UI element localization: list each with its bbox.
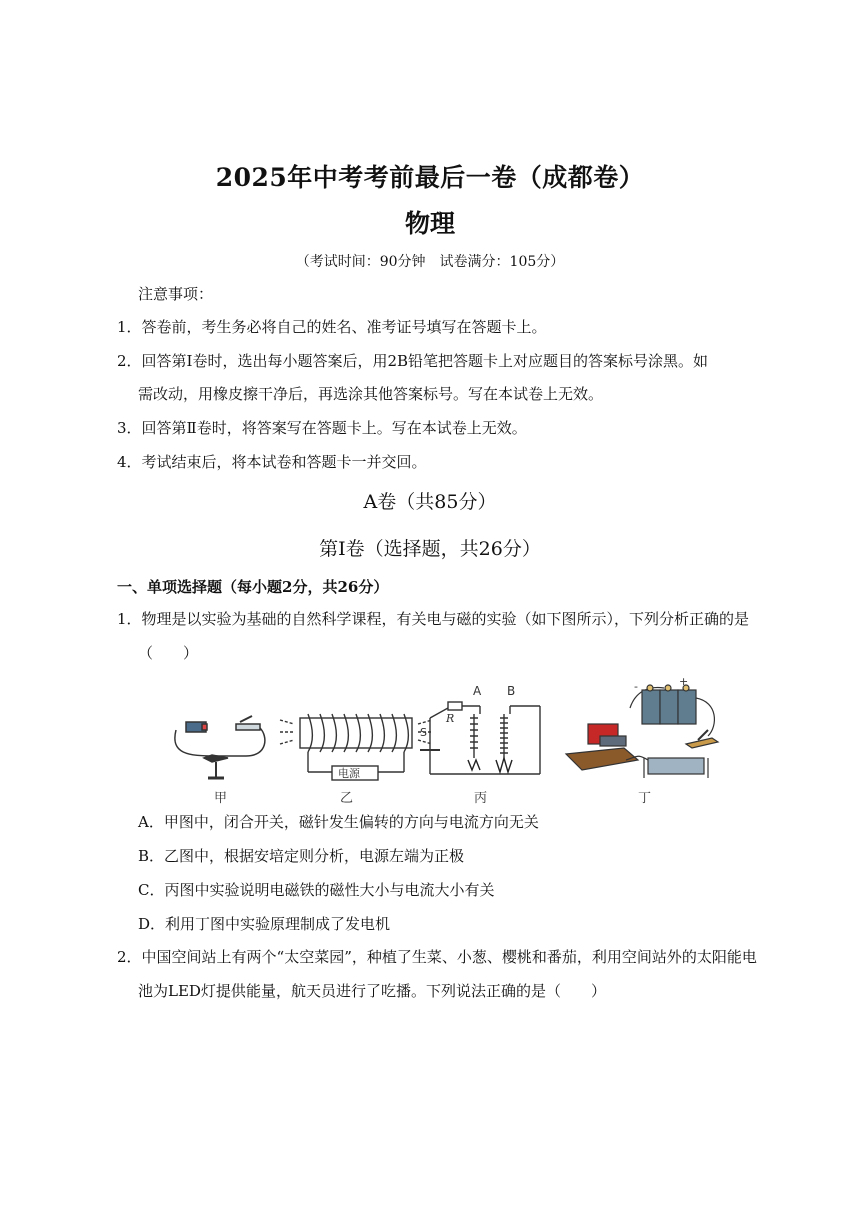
exam-meta: （考试时间：90分钟 试卷满分：105分） — [295, 254, 565, 270]
label-ding: 丁 — [638, 791, 652, 806]
note-item-2: 2．回答第Ⅰ卷时，选出每小题答案后，用2B铅笔把答题卡上对应题目的答案标号涂黑。如 — [117, 352, 709, 370]
q2-stem-cont: 池为LED灯提供能量，航天员进行了吃播。下列说法正确的是（ ） — [138, 982, 606, 1000]
q2-stem: 2．中国空间站上有两个“太空菜园”，种植了生菜、小葱、樱桃和番茄，利用空间站外的太阳能电 — [117, 948, 757, 966]
volume-a-heading: A卷（共85分） — [363, 491, 497, 513]
label-a: A — [473, 684, 482, 698]
note-item-2-cont: 需改动，用橡皮擦干净后，再选涂其他答案标号。写在本试卷上无效。 — [138, 385, 604, 403]
label-plus: + — [679, 678, 689, 688]
q1-option-c: C．丙图中实验说明电磁铁的磁性大小与电流大小有关 — [138, 881, 495, 899]
label-yi: 乙 — [340, 791, 354, 806]
note-item-1: 1．答卷前，考生务必将自己的姓名、准考证号填写在答题卡上。 — [117, 318, 547, 336]
figure-jia — [175, 716, 265, 778]
q1-option-a: A．甲图中，闭合开关，磁针发生偏转的方向与电流方向无关 — [138, 813, 539, 831]
q1-option-b: B．乙图中，根据安培定则分析，电源左端为正极 — [138, 847, 465, 865]
q1-stem: 1．物理是以实验为基础的自然科学课程，有关电与磁的实验（如下图所示），下列分析正确的是 — [117, 610, 750, 628]
label-power: 电源 — [338, 767, 360, 780]
subject-title: 物理 — [404, 209, 455, 238]
q1-option-d: D．利用丁图中实验原理制成了发电机 — [138, 915, 391, 933]
label-jia: 甲 — [214, 791, 228, 806]
q1-figure — [168, 678, 728, 806]
label-bing: 丙 — [474, 791, 488, 806]
note-item-3: 3．回答第Ⅱ卷时，将答案写在答题卡上。写在本试卷上无效。 — [117, 419, 527, 437]
exam-title: 2025年中考考前最后一卷（成都卷） — [215, 163, 645, 192]
label-b: B — [507, 684, 516, 698]
label-s: S — [420, 726, 427, 739]
label-r: R — [446, 712, 455, 725]
q1-stem-blank: （ ） — [138, 644, 199, 662]
figure-ding — [566, 685, 718, 778]
part-one-heading: 一、单项选择题（每小题2分，共26分） — [117, 578, 389, 596]
label-minus: - — [634, 680, 638, 693]
figure-bing — [420, 702, 540, 774]
paper-one-heading: 第Ⅰ卷（选择题，共26分） — [319, 538, 541, 560]
notes-heading: 注意事项： — [138, 285, 214, 303]
note-item-4: 4．考试结束后，将本试卷和答题卡一并交回。 — [117, 453, 427, 471]
